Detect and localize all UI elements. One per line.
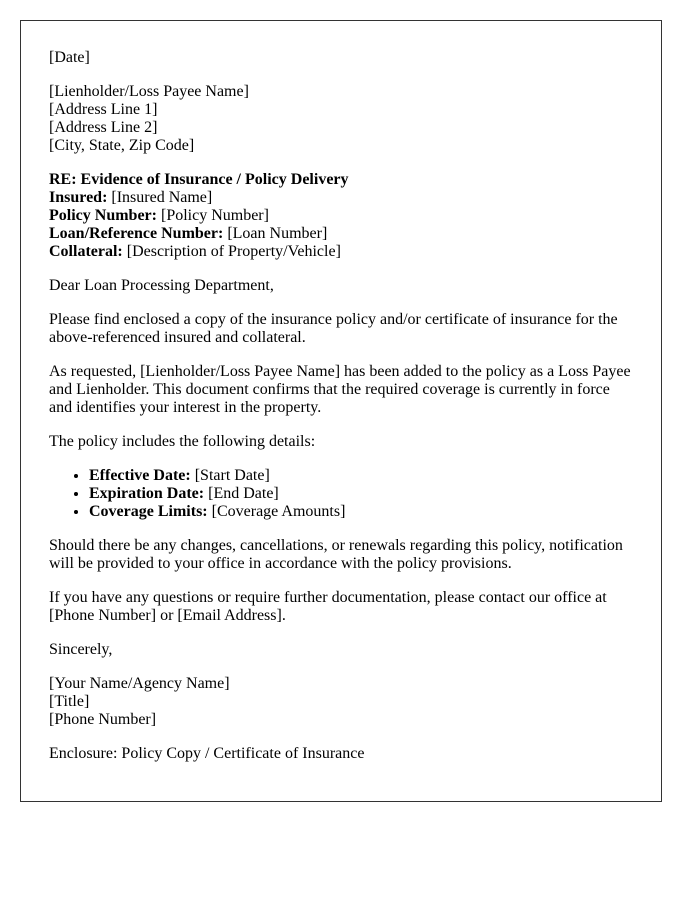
list-item xyxy=(89,485,633,503)
date: [Date] xyxy=(49,49,90,66)
collateral-label: Collateral: xyxy=(49,243,123,260)
signoff: Sincerely, xyxy=(49,641,113,658)
policy-details-list xyxy=(49,467,633,521)
policy-number-value: [Policy Number] xyxy=(156,207,269,224)
body-paragraph: Should there be any changes, cancellations, or renewals regarding this policy, notification will be provided to your office in accordance with the policy provisions. xyxy=(49,537,623,572)
reference-block xyxy=(49,171,633,261)
insured-label: Insured: xyxy=(49,189,108,206)
salutation: Dear Loan Processing Department, xyxy=(49,277,274,294)
subject-line: RE: Evidence of Insurance / Policy Delivery xyxy=(49,171,349,188)
collateral-value: [Description of Property/Vehicle] xyxy=(122,243,341,260)
coverage-limits-label: Coverage Limits: xyxy=(89,503,208,520)
body-paragraph: Please find enclosed a copy of the insurance policy and/or certificate of insurance for the above-referenced insured and collateral. xyxy=(49,311,618,346)
enclosure-note: Enclosure: Policy Copy / Certificate of Insurance xyxy=(49,745,365,762)
address-line-2: [Address Line 2] xyxy=(49,119,158,136)
loan-number-label: Loan/Reference Number: xyxy=(49,225,224,242)
expiration-date-value: [End Date] xyxy=(204,485,279,502)
signature-block xyxy=(49,675,633,729)
body-paragraph: The policy includes the following details: xyxy=(49,433,316,450)
effective-date-label: Effective Date: xyxy=(89,467,191,484)
recipient-name: [Lienholder/Loss Payee Name] xyxy=(49,83,249,100)
insured-value: [Insured Name] xyxy=(107,189,213,206)
effective-date-value: [Start Date] xyxy=(190,467,270,484)
signer-title: [Title] xyxy=(49,693,90,710)
body-paragraph: If you have any questions or require further documentation, please contact our office at [Phone Number] or [Email Address]. xyxy=(49,589,607,624)
list-item xyxy=(89,503,633,521)
city-state-zip: [City, State, Zip Code] xyxy=(49,137,195,154)
list-item xyxy=(89,467,633,485)
recipient-address xyxy=(49,83,633,155)
signer-name: [Your Name/Agency Name] xyxy=(49,675,230,692)
coverage-limits-value: [Coverage Amounts] xyxy=(207,503,346,520)
body-paragraph: As requested, [Lienholder/Loss Payee Name] has been added to the policy as a Loss Payee and Lienholder. This document confirms that the required coverage is currently in force and identifies your interest in the property. xyxy=(49,363,631,416)
address-line-1: [Address Line 1] xyxy=(49,101,158,118)
expiration-date-label: Expiration Date: xyxy=(89,485,205,502)
loan-number-value: [Loan Number] xyxy=(223,225,328,242)
signer-phone: [Phone Number] xyxy=(49,711,157,728)
policy-number-label: Policy Number: xyxy=(49,207,157,224)
letter xyxy=(20,20,662,802)
